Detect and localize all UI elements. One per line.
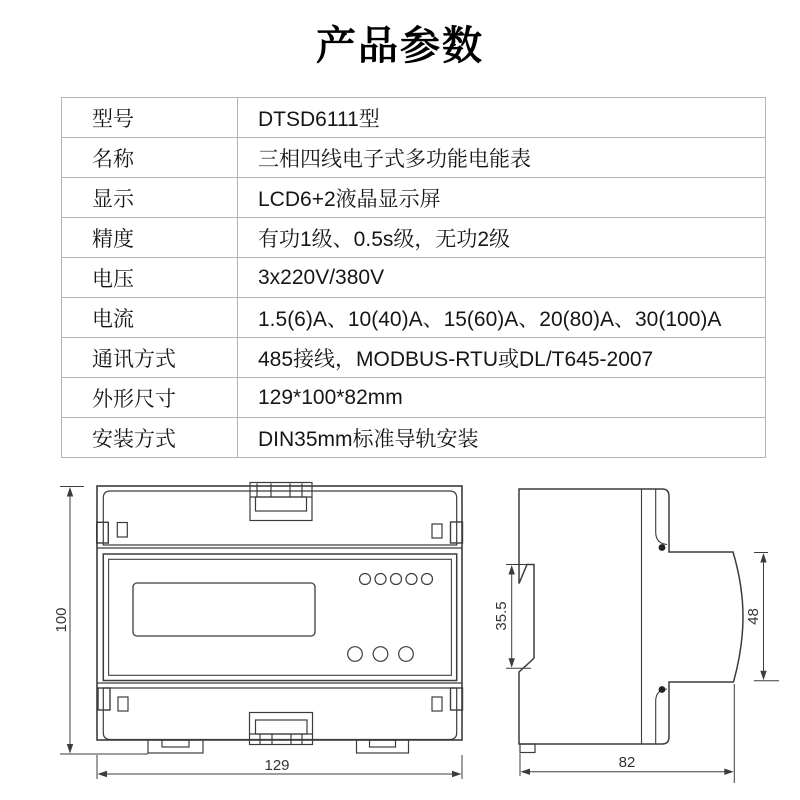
spec-value: 129*100*82mm xyxy=(238,378,766,418)
dim-label-front-height: 48 xyxy=(745,608,762,625)
top-terminal-cover xyxy=(103,491,456,545)
seal-tab xyxy=(97,522,109,543)
spec-label: 电流 xyxy=(62,298,238,338)
dim-label-depth: 82 xyxy=(618,754,636,771)
table-row xyxy=(62,258,766,298)
spec-value: 有功1级、0.5s级，无功2级 xyxy=(238,218,766,258)
table-row xyxy=(62,138,766,178)
spec-label: 外形尺寸 xyxy=(62,378,238,418)
seal-screw xyxy=(659,544,666,551)
depth-dimension xyxy=(520,684,734,783)
dim-label-width: 129 xyxy=(264,757,290,774)
lcd-screen xyxy=(133,583,315,636)
din-feet xyxy=(148,740,409,753)
led-indicators xyxy=(360,574,433,585)
spec-value: 3x220V/380V xyxy=(238,258,766,298)
spec-value: DIN35mm标准导轨安装 xyxy=(238,418,766,458)
screw-hole xyxy=(117,523,127,538)
front-view xyxy=(53,483,463,780)
side-foot xyxy=(520,744,535,753)
spec-value: LCD6+2液晶显示屏 xyxy=(238,178,766,218)
spec-value: DTSD6111型 xyxy=(238,98,766,138)
spec-value: 三相四线电子式多功能电能表 xyxy=(238,138,766,178)
spec-label: 精度 xyxy=(62,218,238,258)
screw-hole xyxy=(432,697,442,711)
top-clip xyxy=(250,483,312,521)
screw-hole xyxy=(432,524,442,538)
spec-label: 型号 xyxy=(62,98,238,138)
seal-screw xyxy=(659,686,666,693)
table-row xyxy=(62,378,766,418)
side-view xyxy=(493,489,779,783)
cover-ridge-bottom xyxy=(656,689,667,744)
screw-hole xyxy=(118,697,128,711)
spec-table xyxy=(61,97,766,458)
table-row xyxy=(62,218,766,258)
bottom-terminal-cover xyxy=(103,688,456,740)
meter-body-outline xyxy=(97,486,462,740)
front-height-dimension xyxy=(53,487,148,755)
spec-label: 名称 xyxy=(62,138,238,178)
spec-label: 安装方式 xyxy=(62,418,238,458)
spec-label: 通讯方式 xyxy=(62,338,238,378)
side-outline xyxy=(519,489,743,744)
table-row xyxy=(62,418,766,458)
front-width-dimension xyxy=(97,755,462,779)
spec-label: 显示 xyxy=(62,178,238,218)
dim-label-rail-slot: 35.5 xyxy=(493,601,510,631)
front-depth-dimension xyxy=(745,553,779,681)
technical-drawing xyxy=(0,470,800,800)
table-row xyxy=(62,178,766,218)
table-row xyxy=(62,98,766,138)
spec-value: 485接线，MODBUS-RTU或DL/T645-2007 xyxy=(238,338,766,378)
spec-label: 电压 xyxy=(62,258,238,298)
page-title: 产品参数 xyxy=(316,24,484,68)
seal-tab xyxy=(98,688,110,710)
spec-value: 1.5(6)A、10(40)A、15(60)A、20(80)A、30(100)A xyxy=(238,298,766,338)
cover-ridge-top xyxy=(656,489,667,545)
dim-label-height: 100 xyxy=(53,607,70,633)
table-row xyxy=(62,298,766,338)
table-row xyxy=(62,338,766,378)
meter-buttons xyxy=(348,647,414,662)
rail-slot-dimension xyxy=(493,565,531,669)
